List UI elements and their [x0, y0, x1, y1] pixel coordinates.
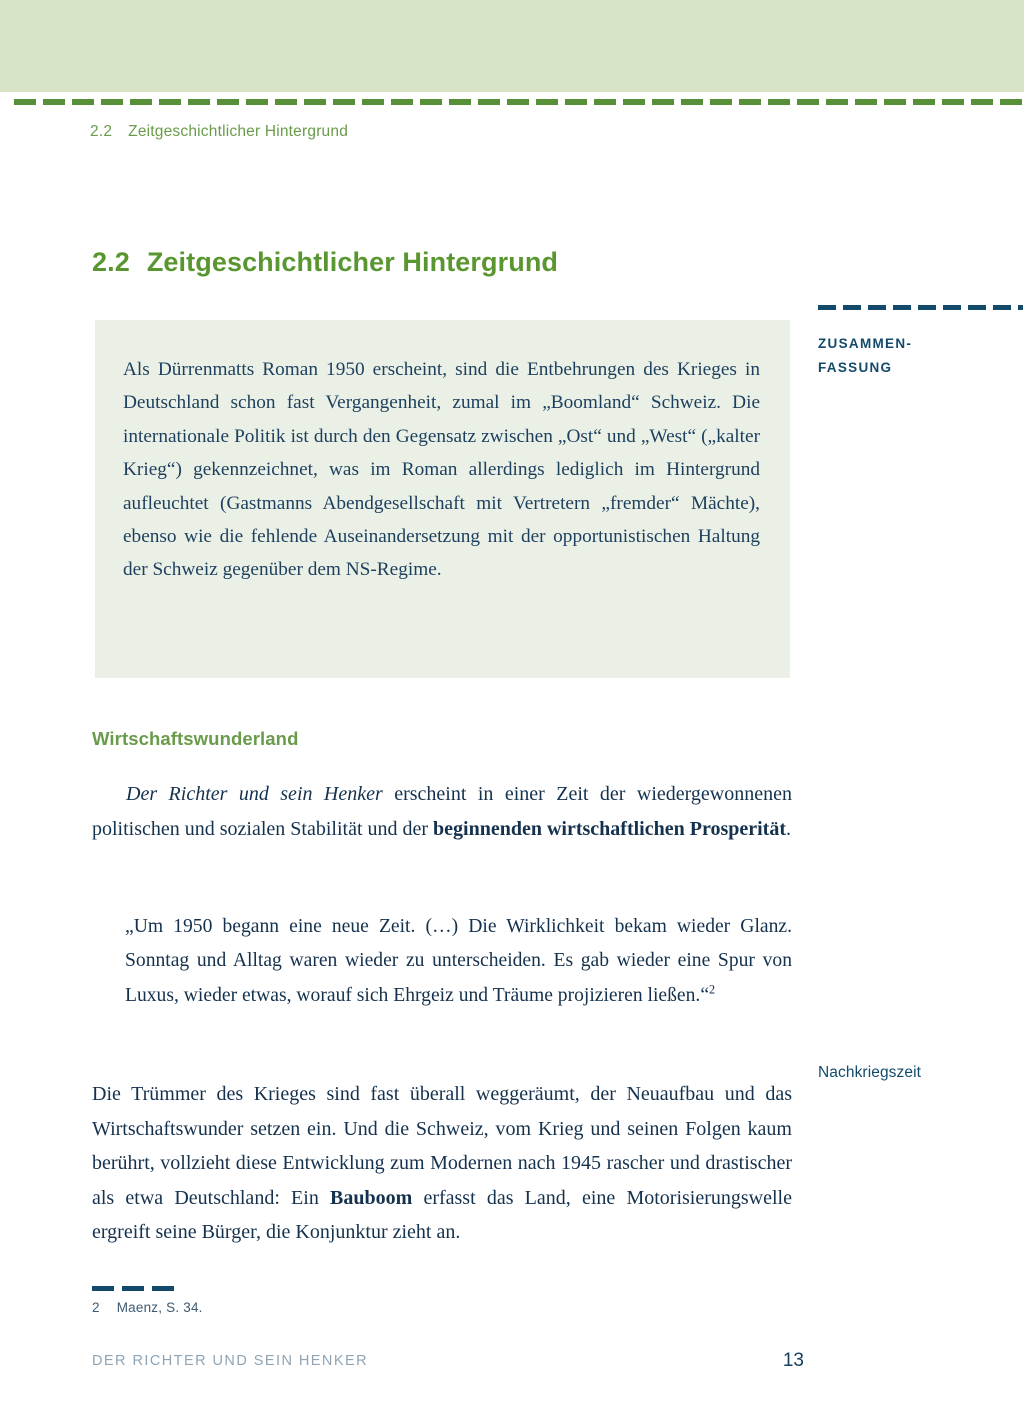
- paragraph-intro: [92, 777, 792, 846]
- running-head-number: 2.2: [90, 123, 113, 140]
- margin-note-zusammenfassung: [818, 305, 1023, 380]
- footnote-entry: [92, 1300, 203, 1315]
- margin-note-label-line1: ZUSAMMEN-: [818, 336, 913, 351]
- subsection-title: Wirtschaftswunderland: [92, 728, 299, 749]
- paragraph-intro-bold1: beginnenden wirtschaftlichen Prosperität: [433, 817, 786, 840]
- section-number: 2.2: [92, 247, 130, 277]
- paragraph-intro-run2: .: [786, 817, 791, 840]
- section-title-text: Zeitgeschichtlicher Hintergrund: [146, 247, 559, 277]
- margin-note-label-line2: FASSUNG: [818, 360, 893, 375]
- block-quote: [125, 910, 792, 1014]
- page-title: [92, 246, 792, 278]
- margin-note-nachkriegszeit-label: Nachkriegszeit: [818, 1064, 922, 1081]
- paragraph-postwar-bold1: Bauboom: [330, 1186, 413, 1209]
- paragraph-postwar-run2: erfasst das Land, eine Motorisierungswelle ergreift seine Bürger, die Konjunktur zieht an.: [92, 1186, 792, 1243]
- running-head-title: Zeitgeschichtlicher Hintergrund: [128, 123, 349, 140]
- summary-box: [95, 320, 790, 678]
- margin-note-nachkriegszeit: [818, 1063, 1023, 1083]
- footer-book-title: DER RICHTER UND SEIN HENKER: [92, 1353, 369, 1369]
- block-quote-text: „Um 1950 begann eine neue Zeit. (…) Die Wirklichkeit bekam wieder Glanz. Sonntag und Alltag waren wieder zu unterscheiden. Es gab wieder eine Spur von Luxus, wieder etwas, worauf sich Ehrgeiz und Träume projizieren ließen.“: [125, 915, 792, 1006]
- footnote-marker: 2: [709, 982, 716, 997]
- main-column: [92, 246, 792, 278]
- footnote-text: Maenz, S. 34.: [116, 1300, 203, 1315]
- footnote-separator-rule: [92, 1286, 176, 1291]
- top-dashed-rule: [14, 99, 1024, 105]
- margin-note-dashed-rule: [818, 305, 1023, 310]
- page-number: 13: [782, 1350, 804, 1371]
- summary-text: Als Dürrenmatts Roman 1950 erscheint, sind die Entbehrungen des Krieges in Deutschland schon fast Vergangenheit, zumal im „Boomland“ Schweiz. Die internationale Politik ist durch den Gegensatz zwischen „Ost“ und „West“ („kalter Krieg“) gekennzeichnet, was im Roman allerdings lediglich im Hintergrund aufleuchtet (Gastmanns Abendgesellschaft mit Vertretern „fremder“ Mächte), ebenso wie die fehlende Auseinandersetzung mit der opportunistischen Haltung der Schweiz gegenüber dem NS-Regime.: [123, 359, 760, 581]
- running-head: [90, 123, 348, 141]
- paragraph-postwar: [92, 1077, 792, 1250]
- paragraph-intro-run1: erscheint in einer Zeit der wiedergewonnenen politischen und sozialen Stabilität und der: [92, 783, 792, 840]
- footnote-number: 2: [92, 1300, 100, 1315]
- top-decorative-band: [0, 0, 1024, 92]
- work-title-italic: Der Richter und sein Henker: [126, 783, 383, 805]
- paragraph-postwar-run1: Die Trümmer des Krieges sind fast überall weggeräumt, der Neuaufbau und das Wirtschaftswunder setzen ein. Und die Schweiz, vom Krieg und seinen Folgen kaum berührt, vollzieht diese Entwicklung zum Modernen nach 1945 rascher und drastischer als etwa Deutschland: Ein: [92, 1083, 792, 1209]
